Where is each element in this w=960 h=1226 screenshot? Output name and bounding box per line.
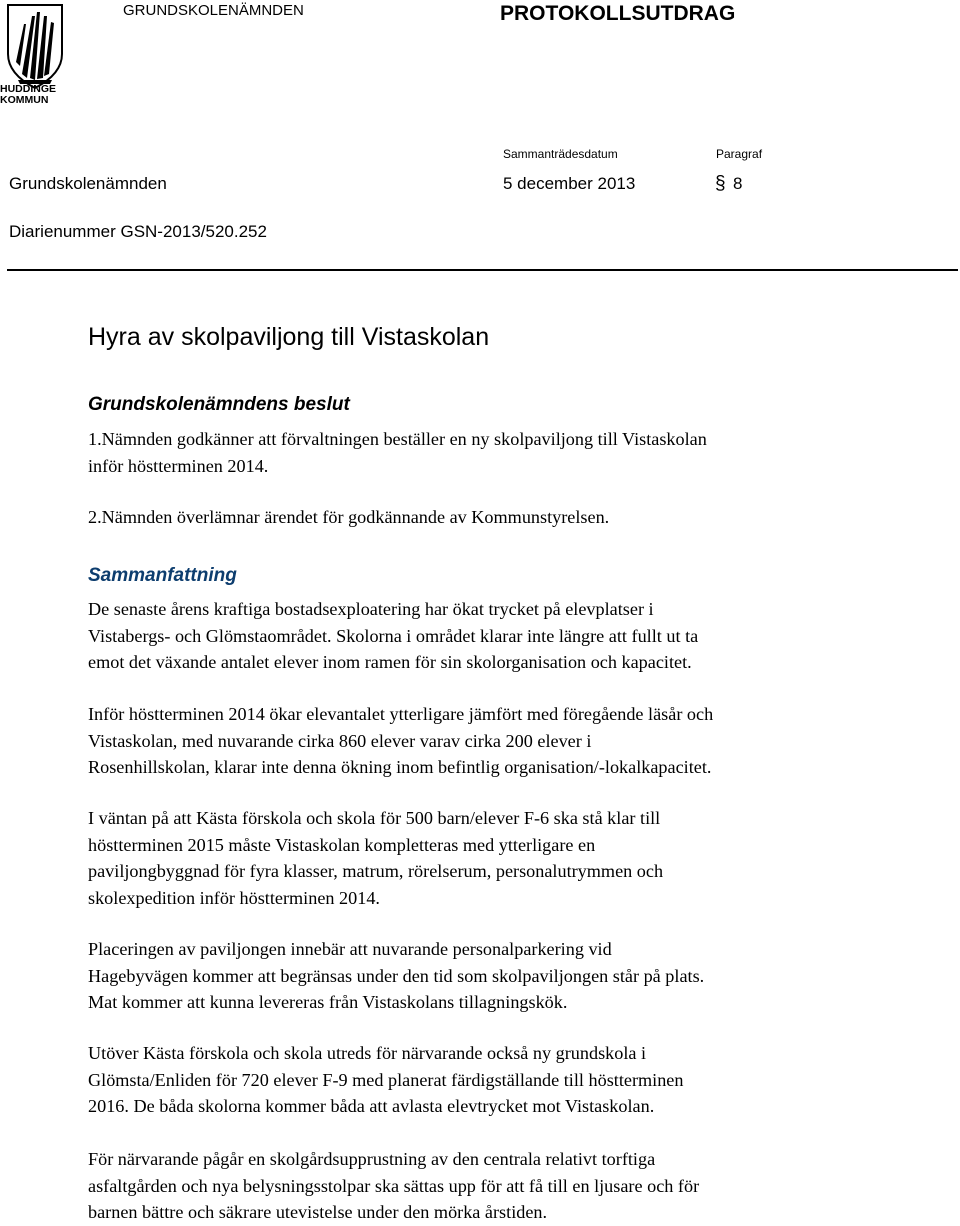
text-line: Rosenhillskolan, klarar inte denna ökning inom befintlig organisation/-lokalkapacitet. <box>88 757 712 777</box>
text-line: Inför höstterminen 2014 ökar elevantalet ytterligare jämfört med föregående läsår och <box>88 704 714 724</box>
text-line: barnen bättre och säkrare utevistelse under den mörka årstiden. <box>88 1202 548 1222</box>
text-line: emot det växande antalet elever inom ramen för sin skolorganisation och kapacitet. <box>88 652 692 672</box>
paragraph-label: Paragraf <box>716 147 763 161</box>
summary-paragraph <box>88 1146 888 1226</box>
text-line: Glömsta/Enliden för 720 elever F-9 med planerat färdigställande till höstterminen <box>88 1069 684 1090</box>
summary-paragraph <box>88 701 888 781</box>
header-divider <box>7 269 958 271</box>
org-header: GRUNDSKOLENÄMNDEN <box>123 2 304 19</box>
logo-text: HUDDINGE KOMMUN <box>0 83 57 106</box>
text-line: I väntan på att Kästa förskola och skola för 500 barn/elever F-6 ska stå klar till <box>88 808 661 828</box>
text-line: 2016. De båda skolorna kommer båda att avlasta elevtrycket mot Vistaskolan. <box>88 1096 655 1116</box>
decision-item-2 <box>88 504 888 531</box>
summary-paragraph <box>88 805 888 911</box>
text-line: Vistaskolan, med nuvarande cirka 860 elever varav cirka 200 elever i <box>88 730 592 751</box>
summary-paragraph <box>88 936 888 1016</box>
decision-heading: Grundskolenämndens beslut <box>88 394 350 415</box>
text-line: För närvarande pågår en skolgårdsupprustning av den centrala relativt torftiga <box>88 1149 656 1169</box>
committee-name: Grundskolenämnden <box>9 174 167 193</box>
text-line: Placeringen av paviljongen innebär att nuvarande personalparkering vid <box>88 939 612 959</box>
summary-paragraph <box>88 1040 888 1120</box>
text-line: 1.Nämnden godkänner att förvaltningen beställer en ny skolpaviljong till Vistaskolan <box>88 429 707 449</box>
meeting-date-label: Sammanträdesdatum <box>503 147 618 161</box>
case-number: Diarienummer GSN-2013/520.252 <box>9 222 267 241</box>
document-type: PROTOKOLLSUTDRAG <box>500 2 736 25</box>
text-line: asfaltgården och nya belysningsstolpar ska sättas upp för att få till en ljusare och för <box>88 1175 700 1196</box>
text-line: Utöver Kästa förskola och skola utreds för närvarande också ny grundskola i <box>88 1043 647 1063</box>
summary-paragraph <box>88 596 888 676</box>
text-line: höstterminen 2015 måste Vistaskolan kompletteras med ytterligare en <box>88 834 596 855</box>
decision-item-1 <box>88 426 888 479</box>
text-line: Mat kommer att kunna levereras från Vistaskolans tillagningskök. <box>88 992 568 1012</box>
paragraph-sign: § <box>715 173 726 194</box>
huddinge-kommun-logo <box>0 2 66 108</box>
paragraph-number: 8 <box>733 174 743 193</box>
page-title: Hyra av skolpaviljong till Vistaskolan <box>88 323 490 351</box>
text-line: inför höstterminen 2014. <box>88 455 269 476</box>
meeting-date: 5 december 2013 <box>503 174 636 193</box>
text-line: skolexpedition inför höstterminen 2014. <box>88 887 380 908</box>
text-line: De senaste årens kraftiga bostadsexploatering har ökat trycket på elevplatser i <box>88 599 654 619</box>
text-line: Hagebyvägen kommer att begränsas under den tid som skolpaviljongen står på plats. <box>88 965 705 986</box>
summary-heading: Sammanfattning <box>88 565 237 586</box>
text-line: 2.Nämnden överlämnar ärendet för godkännande av Kommunstyrelsen. <box>88 507 610 527</box>
text-line: paviljongbyggnad för fyra klasser, matrum, rörelserum, personalutrymmen och <box>88 861 664 881</box>
text-line: Vistabergs- och Glömstaområdet. Skolorna i området klarar inte längre att fullt ut ta <box>88 625 699 646</box>
